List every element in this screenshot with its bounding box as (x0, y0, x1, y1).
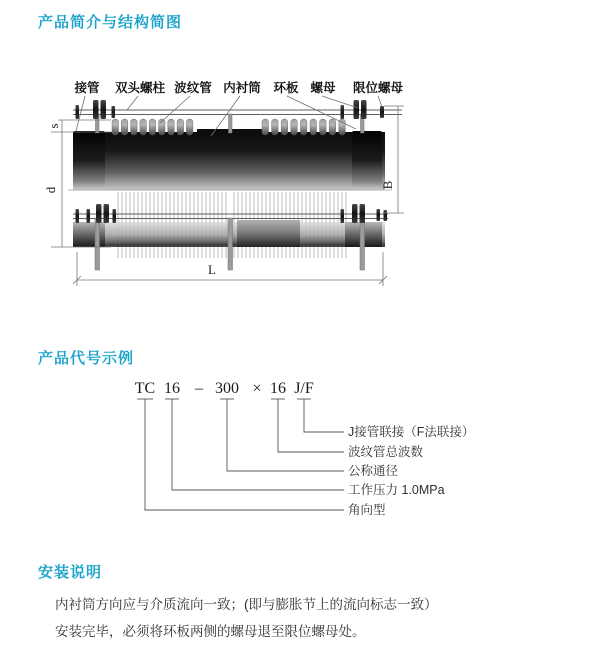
code-part-waves: 16 (270, 380, 286, 397)
section-title-structure: 产品简介与结构简图 (38, 14, 183, 31)
dim-label-B: B (380, 180, 395, 190)
install-line-2: 安装完毕，必须将环板两侧的螺母退至限位螺母处。 (55, 624, 366, 639)
main-body (73, 129, 385, 190)
code-part-type: TC (134, 380, 156, 397)
code-part-times: × (252, 380, 262, 397)
code-diagram (120, 378, 490, 528)
dim-label-s: s (46, 123, 61, 129)
dim-label-L: L (208, 262, 216, 277)
part-label-liner: 内衬筒 (223, 81, 261, 95)
code-meaning-waves: 波纹管总波数 (348, 445, 424, 459)
part-label-limit-nut: 限位螺母 (352, 81, 404, 95)
code-connector-lines (137, 399, 344, 510)
code-part-pressure: 16 (164, 380, 180, 397)
structure-diagram (40, 62, 460, 312)
install-line-1: 内衬筒方向应与介质流向一致；(即与膨胀节上的流向标志一致） (55, 597, 438, 612)
code-part-dash: – (195, 380, 203, 397)
code-meaning-pressure: 工作压力 1.0MPa (348, 483, 445, 497)
tie-rod-top (73, 110, 402, 115)
part-label-bellows: 波纹管 (174, 81, 212, 95)
install-instructions (55, 591, 475, 645)
dim-label-d: d (43, 186, 58, 194)
code-meaning-connection: J接管联接（F法联接） (348, 425, 475, 439)
section-title-code: 产品代号示例 (38, 350, 135, 367)
code-meaning-type: 角向型 (348, 503, 386, 517)
code-part-diameter: 300 (215, 380, 239, 397)
code-meaning-diameter: 公称通径 (348, 464, 399, 478)
section-title-install: 安装说明 (38, 564, 103, 581)
part-label-stud: 双头螺柱 (114, 81, 166, 95)
part-label-nut: 螺母 (310, 81, 336, 95)
code-part-conn: J/F (294, 380, 314, 397)
part-label-pipe: 接管 (74, 81, 100, 95)
part-label-ring-plate: 环板 (273, 81, 299, 95)
